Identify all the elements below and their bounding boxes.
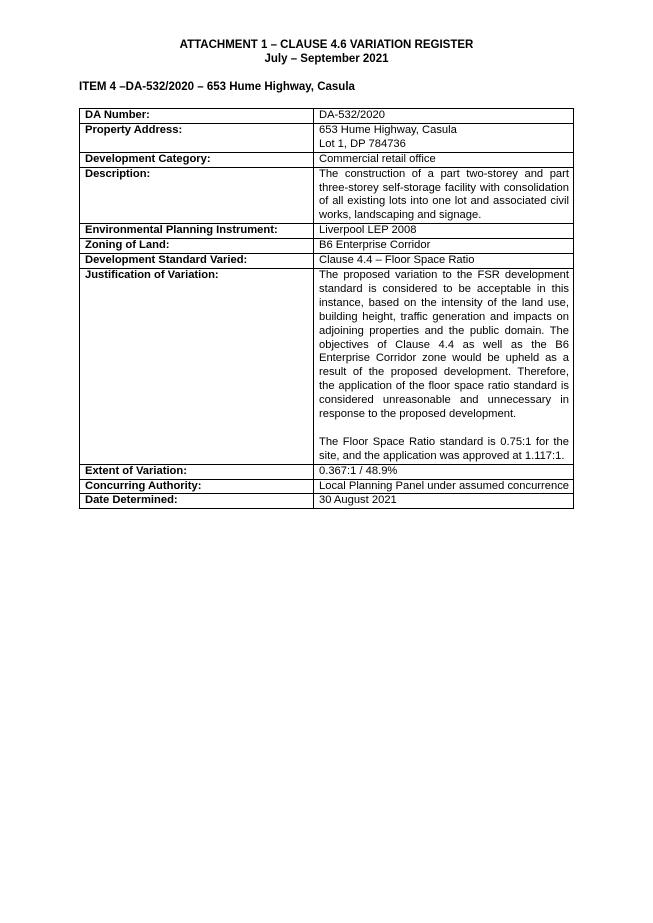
da-number-value: DA-532/2020 (314, 109, 574, 124)
description-value: The construction of a part two-storey and part three-storey self-storage facility with consolidation of all existing lots into one lot and associated civil works, landscaping and signage. (314, 167, 574, 224)
development-category-label: Development Category: (80, 152, 314, 167)
da-number-label: DA Number: (80, 109, 314, 124)
table-row-standard-varied (80, 254, 574, 269)
concurring-authority-value: Local Planning Panel under assumed concurrence (314, 479, 574, 494)
table-row-environmental-planning-instrument (80, 224, 574, 239)
table-row-concurring-authority (80, 479, 574, 494)
date-determined-value: 30 August 2021 (314, 494, 574, 509)
paragraph-spacer (319, 422, 569, 436)
property-address-label: Property Address: (80, 123, 314, 152)
environmental-planning-instrument-value: Liverpool LEP 2008 (314, 224, 574, 239)
property-address-line1: 653 Hume Highway, Casula (319, 123, 457, 136)
standard-varied-value: Clause 4.4 – Floor Space Ratio (314, 254, 574, 269)
table-row-property-address (80, 123, 574, 152)
date-determined-label: Date Determined: (80, 494, 314, 509)
environmental-planning-instrument-label: Environmental Planning Instrument: (80, 224, 314, 239)
justification-paragraph-1: The proposed variation to the FSR development standard is considered to be acceptable in this instance, based on the intensity of the land use, building height, traffic generation and impacts on adjoining properties and the public domain. The objectives of Clause 4.4 as well as the B6 Enterprise Corridor zone would be upheld as a result of the proposed development. Therefore, the application of the floor space ratio standard is considered unreasonable and unnecessary in response to the proposed development. (319, 268, 569, 421)
table-row-description (80, 167, 574, 224)
document-title: ATTACHMENT 1 – CLAUSE 4.6 VARIATION REGISTER (179, 39, 474, 51)
zoning-label: Zoning of Land: (80, 239, 314, 254)
property-address-value (314, 123, 574, 152)
concurring-authority-label: Concurring Authority: (80, 479, 314, 494)
standard-varied-label: Development Standard Varied: (80, 254, 314, 269)
extent-of-variation-label: Extent of Variation: (80, 464, 314, 479)
justification-paragraph-2: The Floor Space Ratio standard is 0.75:1 for the site, and the application was approved at 1.117:1. (319, 435, 569, 462)
document-period: July – September 2021 (264, 53, 389, 65)
variation-register-table (79, 108, 574, 509)
property-address-line2: Lot 1, DP 784736 (319, 137, 406, 150)
table-row-extent-of-variation (80, 464, 574, 479)
table-row-date-determined (80, 494, 574, 509)
table-row-zoning (80, 239, 574, 254)
development-category-value: Commercial retail office (314, 152, 574, 167)
table-row-justification (80, 268, 574, 464)
description-label: Description: (80, 167, 314, 224)
justification-label: Justification of Variation: (80, 268, 314, 464)
justification-value (314, 268, 574, 464)
table-row-development-category (80, 152, 574, 167)
zoning-value: B6 Enterprise Corridor (314, 239, 574, 254)
table-row-da-number (80, 109, 574, 124)
item-heading: ITEM 4 –DA-532/2020 – 653 Hume Highway, Casula (79, 81, 355, 93)
extent-of-variation-value: 0.367:1 / 48.9% (314, 464, 574, 479)
